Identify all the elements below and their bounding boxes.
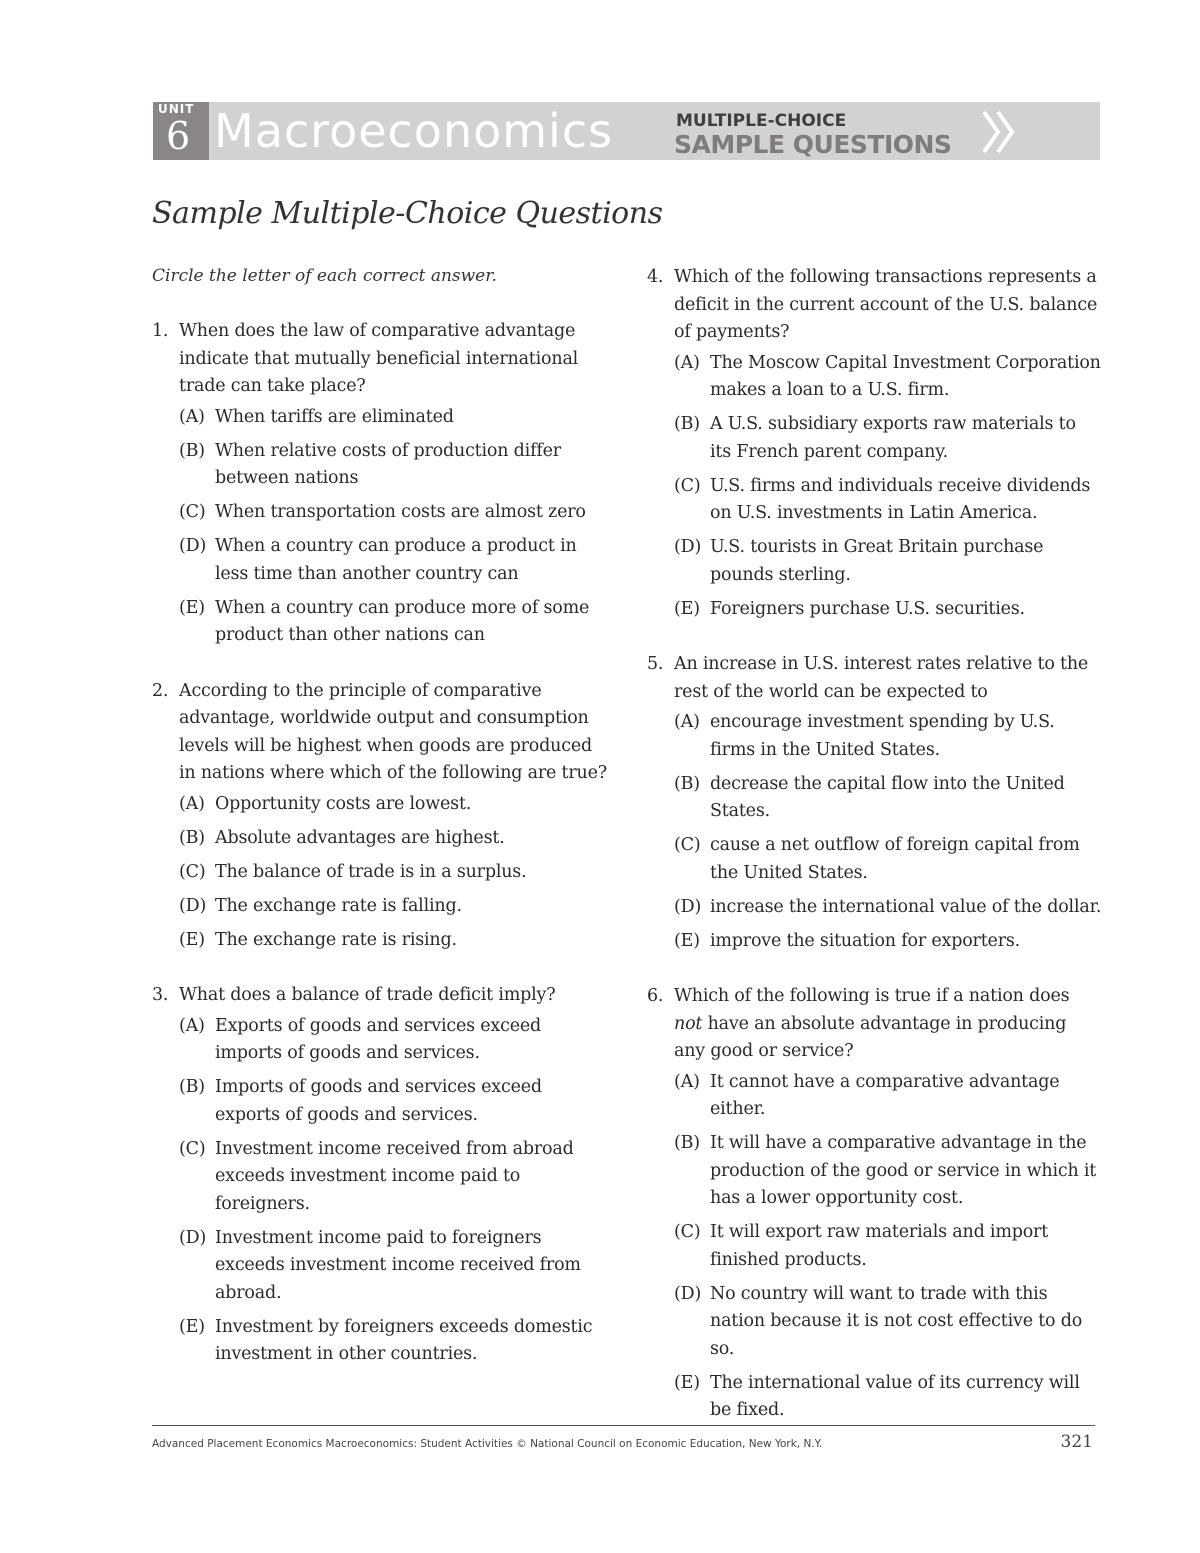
question-number: 5. bbox=[647, 654, 664, 674]
option-text: The balance of trade is in a surplus. bbox=[215, 861, 527, 882]
option-letter: (C) bbox=[674, 835, 701, 855]
answer-option[interactable] bbox=[179, 893, 607, 921]
chevron-right-icon bbox=[994, 110, 1016, 154]
answer-option[interactable] bbox=[179, 1314, 607, 1369]
option-text: U.S. firms and individuals receive dividends on U.S. investments in Latin America. bbox=[710, 475, 1091, 523]
page-title: Sample Multiple-Choice Questions bbox=[152, 196, 663, 231]
option-letter: (C) bbox=[674, 475, 701, 496]
option-text: Investment income paid to foreigners exceeds investment income received from abroad. bbox=[215, 1227, 581, 1303]
option-text: When tariffs are eliminated bbox=[215, 406, 454, 427]
page-number: 321 bbox=[1060, 1432, 1093, 1452]
option-text: Absolute advantages are highest. bbox=[215, 827, 505, 848]
question-text-emphasis: not bbox=[674, 1013, 703, 1034]
option-letter: (E) bbox=[179, 597, 205, 618]
option-text: It will export raw materials and import finished products. bbox=[710, 1222, 1049, 1270]
section-label-top: MULTIPLE-CHOICE bbox=[676, 111, 847, 131]
option-text: When transportation costs are almost zero bbox=[215, 502, 586, 522]
question-6 bbox=[647, 983, 1102, 1425]
option-text: No country will want to trade with this nation because it is not cost effective to do so. bbox=[710, 1283, 1083, 1359]
option-letter: (A) bbox=[179, 406, 205, 427]
option-text: A U.S. subsidiary exports raw materials to its French parent company. bbox=[710, 414, 1076, 462]
answer-option[interactable] bbox=[674, 771, 1102, 826]
option-text: Foreigners purchase U.S. securities. bbox=[710, 598, 1025, 619]
subject-title: Macroeconomics bbox=[214, 104, 614, 158]
option-text: Investment income received from abroad exceeds investment income paid to foreigners. bbox=[215, 1138, 574, 1214]
answer-option[interactable] bbox=[674, 832, 1102, 887]
answer-options bbox=[674, 709, 1102, 955]
question-3 bbox=[152, 982, 607, 1369]
option-letter: (E) bbox=[674, 1372, 700, 1393]
option-letter: (B) bbox=[179, 1077, 205, 1097]
option-letter: (E) bbox=[674, 930, 700, 951]
option-letter: (A) bbox=[179, 1015, 205, 1036]
question-text: According to the principle of comparative advantage, worldwide output and consumption levels will be highest when goods are produced in nations where which of the following are true? bbox=[179, 680, 607, 783]
answer-option[interactable] bbox=[674, 473, 1102, 528]
answer-option[interactable] bbox=[674, 534, 1102, 589]
question-text bbox=[674, 983, 1102, 1066]
option-text: improve the situation for exporters. bbox=[710, 930, 1021, 951]
answer-option[interactable] bbox=[674, 1281, 1102, 1364]
question-5 bbox=[647, 651, 1102, 955]
option-letter: (B) bbox=[179, 827, 205, 848]
option-letter: (D) bbox=[674, 896, 702, 917]
question-4 bbox=[647, 264, 1102, 623]
option-text: increase the international value of the dollar. bbox=[710, 896, 1102, 917]
question-number: 2. bbox=[152, 680, 169, 701]
answer-option[interactable] bbox=[179, 859, 607, 887]
question-text: What does a balance of trade deficit imply? bbox=[179, 985, 556, 1005]
answer-options bbox=[674, 350, 1102, 624]
option-text: cause a net outflow of foreign capital from the United States. bbox=[710, 835, 1080, 883]
question-text: When does the law of comparative advantage indicate that mutually beneficial international trade can take place? bbox=[179, 321, 579, 396]
right-column bbox=[647, 264, 1102, 1453]
answer-option[interactable] bbox=[179, 595, 607, 650]
option-letter: (D) bbox=[674, 537, 702, 557]
instructions: Circle the letter of each correct answer. bbox=[152, 266, 497, 286]
option-text: The exchange rate is falling. bbox=[215, 895, 462, 916]
question-number: 4. bbox=[647, 267, 664, 287]
option-text: Exports of goods and services exceed imports of goods and services. bbox=[215, 1015, 542, 1063]
answer-option[interactable] bbox=[674, 596, 1102, 624]
option-letter: (E) bbox=[674, 598, 700, 619]
option-letter: (B) bbox=[674, 414, 700, 434]
answer-option[interactable] bbox=[179, 404, 607, 432]
answer-option[interactable] bbox=[179, 1013, 607, 1068]
option-text: Opportunity costs are lowest. bbox=[215, 793, 472, 814]
question-number: 1. bbox=[152, 321, 169, 341]
answer-options bbox=[179, 404, 607, 650]
option-letter: (C) bbox=[179, 502, 206, 522]
answer-option[interactable] bbox=[674, 350, 1102, 405]
question-2 bbox=[152, 678, 607, 955]
option-letter: (D) bbox=[179, 536, 207, 556]
option-letter: (A) bbox=[179, 793, 205, 814]
answer-option[interactable] bbox=[179, 825, 607, 853]
option-text: Investment by foreigners exceeds domestic investment in other countries. bbox=[215, 1316, 593, 1364]
answer-option[interactable] bbox=[179, 533, 607, 588]
answer-option[interactable] bbox=[179, 1225, 607, 1308]
answer-option[interactable] bbox=[674, 1069, 1102, 1124]
answer-option[interactable] bbox=[179, 927, 607, 955]
option-letter: (B) bbox=[674, 1133, 700, 1153]
left-column bbox=[152, 318, 607, 1397]
question-text-part: have an absolute advantage in producing any good or service? bbox=[674, 1013, 1067, 1061]
answer-option[interactable] bbox=[674, 709, 1102, 764]
question-text-part: Which of the following is true if a nation does bbox=[674, 986, 1070, 1006]
option-letter: (C) bbox=[179, 861, 206, 882]
answer-option[interactable] bbox=[179, 438, 607, 493]
question-text: An increase in U.S. interest rates relative to the rest of the world can be expected to bbox=[674, 654, 1089, 702]
option-letter: (E) bbox=[179, 929, 205, 950]
answer-option[interactable] bbox=[674, 1370, 1102, 1425]
option-letter: (B) bbox=[179, 440, 205, 461]
answer-options bbox=[179, 791, 607, 955]
option-letter: (A) bbox=[674, 712, 700, 732]
answer-option[interactable] bbox=[674, 894, 1102, 922]
answer-option[interactable] bbox=[674, 411, 1102, 466]
question-1 bbox=[152, 318, 607, 650]
question-number: 3. bbox=[152, 985, 169, 1005]
answer-options bbox=[179, 1013, 607, 1369]
option-letter: (C) bbox=[179, 1138, 206, 1159]
option-text: U.S. tourists in Great Britain purchase pounds sterling. bbox=[710, 537, 1044, 585]
option-letter: (D) bbox=[179, 895, 207, 916]
answer-option[interactable] bbox=[179, 791, 607, 819]
option-text: The Moscow Capital Investment Corporation makes a loan to a U.S. firm. bbox=[710, 352, 1101, 400]
option-text: The exchange rate is rising. bbox=[215, 929, 457, 950]
answer-option[interactable] bbox=[674, 1130, 1102, 1213]
answer-option[interactable] bbox=[674, 1219, 1102, 1274]
option-letter: (C) bbox=[674, 1222, 701, 1242]
question-number: 6. bbox=[647, 986, 664, 1006]
option-text: It will have a comparative advantage in the production of the good or service in which it has a lower opportunity cost. bbox=[710, 1133, 1097, 1208]
unit-label: UNIT bbox=[158, 102, 195, 116]
answer-option[interactable] bbox=[179, 499, 607, 527]
answer-option[interactable] bbox=[674, 928, 1102, 956]
answer-option[interactable] bbox=[179, 1136, 607, 1219]
footer-copyright: Advanced Placement Economics Macroeconomics: Student Activities © National Council on Economic Education, New York, N.Y. bbox=[152, 1438, 823, 1450]
section-label-bottom: SAMPLE QUESTIONS bbox=[674, 130, 952, 159]
option-letter: (E) bbox=[179, 1316, 205, 1337]
option-text: The international value of its currency will be fixed. bbox=[710, 1372, 1080, 1420]
option-text: encourage investment spending by U.S. firms in the United States. bbox=[710, 712, 1055, 760]
option-text: When a country can produce a product in less time than another country can bbox=[215, 536, 577, 584]
option-letter: (A) bbox=[674, 352, 700, 373]
answer-options bbox=[674, 1069, 1102, 1425]
option-text: It cannot have a comparative advantage either. bbox=[710, 1071, 1060, 1119]
option-letter: (D) bbox=[674, 1283, 702, 1304]
option-letter: (B) bbox=[674, 773, 700, 794]
option-letter: (A) bbox=[674, 1071, 700, 1092]
option-letter: (D) bbox=[179, 1227, 207, 1248]
answer-option[interactable] bbox=[179, 1074, 607, 1129]
option-text: When a country can produce more of some product than other nations can bbox=[215, 597, 590, 645]
option-text: Imports of goods and services exceed exports of goods and services. bbox=[215, 1077, 542, 1125]
unit-number: 6 bbox=[166, 114, 191, 158]
option-text: decrease the capital flow into the United States. bbox=[710, 773, 1065, 821]
question-text: Which of the following transactions represents a deficit in the current account of the U.S. balance of payments? bbox=[674, 267, 1098, 342]
footer-divider bbox=[152, 1425, 1095, 1426]
option-text: When relative costs of production differ between nations bbox=[215, 440, 561, 488]
